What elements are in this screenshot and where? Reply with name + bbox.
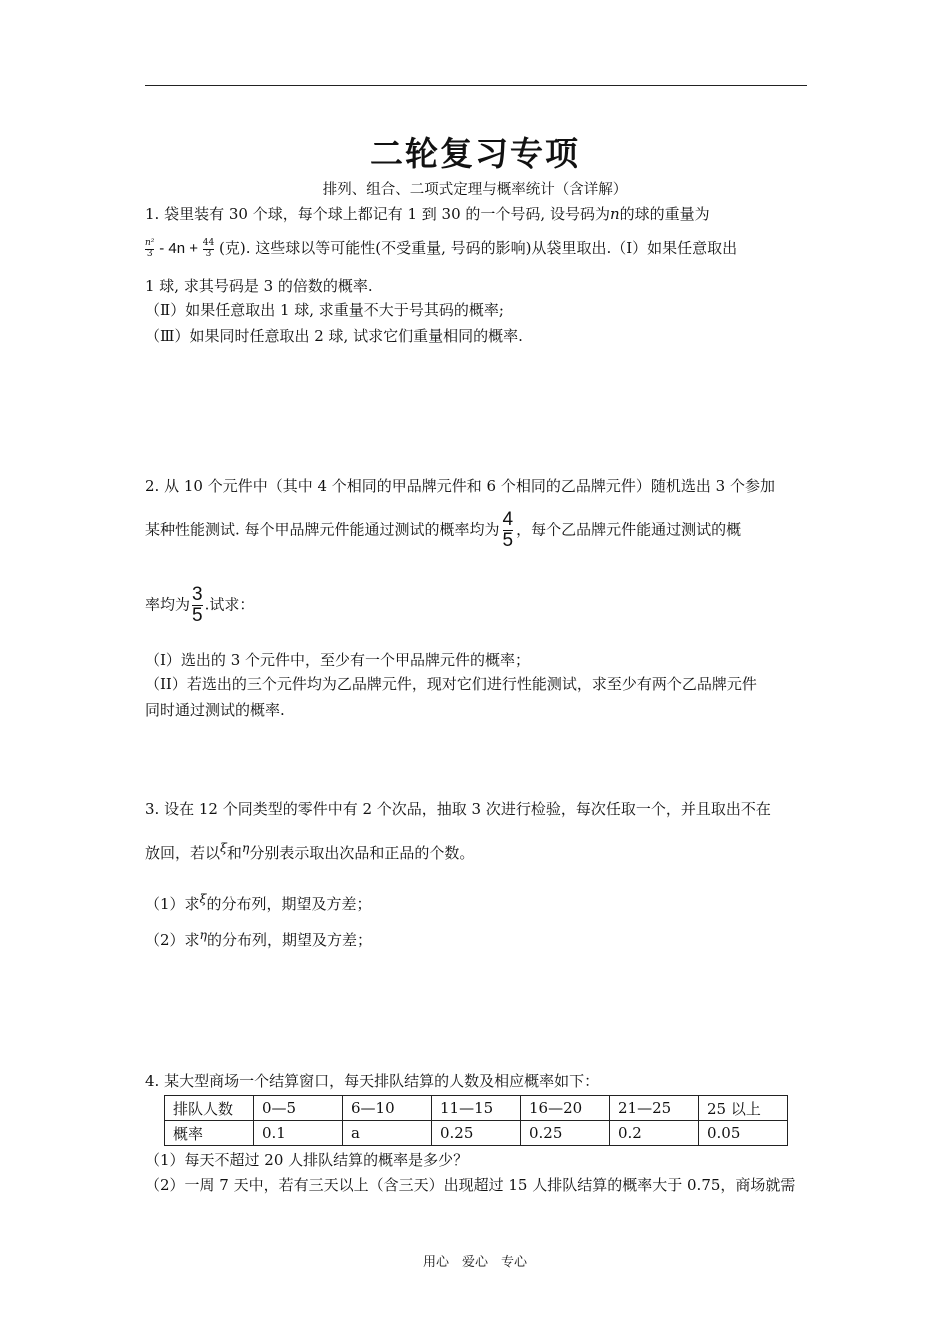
table-cell: a [343,1121,432,1146]
header-rule [145,85,807,86]
fraction-n2-over-3: $\frac{\text{n²}}{3}$ [145,238,155,259]
table-cell: 0.05 [699,1121,788,1146]
table-cell: 6—10 [343,1096,432,1121]
q4-part2: （2）一周 7 天中，若有三天以上（含三天）出现超过 15 人排队结算的概率大于 0.75，商场就需 [145,1176,796,1194]
table-cell: 0.1 [254,1121,343,1146]
q2-line1: 2. 从 10 个元件中（其中 4 个相同的甲品牌元件和 6 个相同的乙品牌元件）随机选出 3 个参加 [145,477,775,495]
q4-line1: 4. 某大型商场一个结算窗口，每天排队结算的人数及相应概率如下： [145,1072,600,1090]
table-cell: 0.25 [521,1121,610,1146]
q1-part2: （Ⅱ）如果任意取出 1 球, 求重量不大于号其码的概率; [145,301,504,319]
probability-table [164,1095,788,1146]
xi-symbol: ξ [220,840,227,855]
fraction-44-over-3: $\frac{44}{3}$ [202,238,215,259]
table-cell: 概率 [165,1121,254,1146]
q2-line2: 某种性能测试. 每个甲品牌元件能通过测试的概率均为 $\frac{4}{5}$ ，每个乙品牌元件能通过测试的概 [145,509,742,551]
table-cell: 排队人数 [165,1096,254,1121]
q1-line2: $\frac{\text{n²}}{3}$ - 4n + $\frac{44}{3}$ (克). 这些球以等可能性(不受重量, 号码的影响)从袋里取出.（Ⅰ）如果任意取出 [145,238,738,259]
eta-symbol: η [241,840,250,855]
page-footer: 用心 爱心 专心 [422,1255,527,1270]
table-cell: 25 以上 [699,1096,788,1121]
q3-part1: （1）求$^\xi$的分布列，期望及方差； [145,891,372,913]
q3-line1: 3. 设在 12 个同类型的零件中有 2 个次品，抽取 3 次进行检验，每次任取一个，并且取出不在 [145,800,771,818]
page-subtitle: 排列、组合、二项式定理与概率统计（含详解） [322,182,628,198]
page-title: 二轮复习专项 [370,134,580,173]
q3-part2: （2）求$^\eta$的分布列，期望及方差； [145,927,373,949]
q2-part1: （I）选出的 3 个元件中，至少有一个甲品牌元件的概率； [145,651,531,669]
table-cell: 21—25 [610,1096,699,1121]
table-cell: 11—15 [432,1096,521,1121]
var-n-symbol: n [609,205,620,223]
weight-formula-middle: - 4n + [159,240,198,257]
q1-part3: （Ⅲ）如果同时任意取出 2 球, 试求它们重量相同的概率. [145,327,523,345]
table-cell: 0—5 [254,1096,343,1121]
q2-part2: （II）若选出的三个元件均为乙品牌元件，现对它们进行性能测试，求至少有两个乙品牌元件 [145,675,757,693]
q2-line3: 率均为 $\frac{3}{5}$ .试求： [145,584,255,626]
q3-line2: 放回，若以$^\xi$和$^\eta$分别表示取出次品和正品的个数。 [145,840,475,862]
fraction-3-over-5: $\frac{3}{5}$ [192,584,203,626]
eta-symbol: η [199,927,208,942]
table-cell: 0.2 [610,1121,699,1146]
fraction-4-over-5: $\frac{4}{5}$ [502,509,514,551]
table-row [165,1121,788,1146]
q1-line3: 1 球, 求其号码是 3 的倍数的概率. [145,277,373,295]
q4-part1: （1）每天不超过 20 人排队结算的概率是多少？ [145,1151,469,1169]
table-row [165,1096,788,1121]
xi-symbol: ξ [199,891,207,906]
q1-line1: 1. 袋里装有 30 个球，每个球上都记有 1 到 30 的一个号码, 设号码为n的球的重量为 [145,205,710,223]
table-cell: 16—20 [521,1096,610,1121]
table-cell: 0.25 [432,1121,521,1146]
q2-part2-cont: 同时通过测试的概率. [145,701,285,719]
